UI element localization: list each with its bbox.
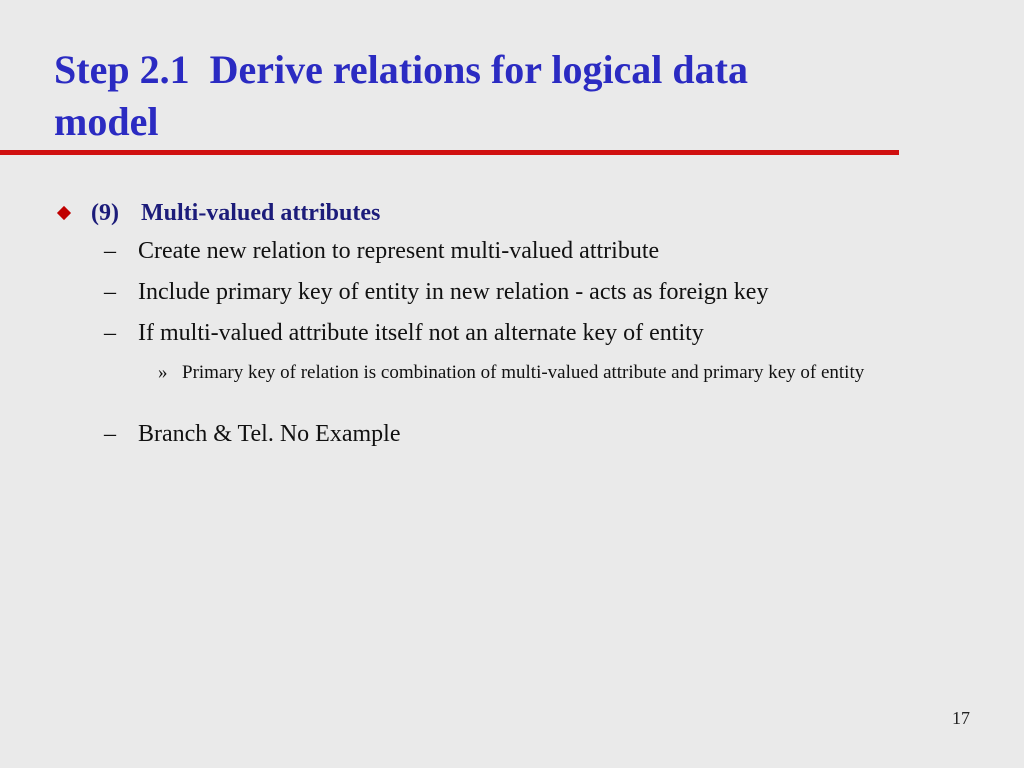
subsub-item-text: Primary key of relation is combination of multi-valued attribute and primary key of entity: [182, 362, 865, 383]
sub-item-text: Include primary key of entity in new relation - acts as foreign key: [138, 279, 769, 305]
bullet-number: (9): [91, 199, 119, 226]
title-underline-rule: [0, 150, 899, 155]
page-number: 17: [952, 708, 970, 728]
sub-item-create-relation: [104, 238, 659, 265]
sub-item-text: Create new relation to represent multi-valued attribute: [138, 238, 660, 264]
sub-item-text: Branch & Tel. No Example: [138, 421, 401, 447]
chevron-marker: »: [158, 362, 168, 383]
sub-item-branch-example: [104, 421, 400, 448]
sub-item-include-primary-key: [104, 279, 768, 306]
subsub-item-primary-key-combination: [158, 359, 958, 386]
main-bullet: [56, 196, 380, 230]
dash-marker: –: [104, 421, 116, 447]
dash-marker: –: [104, 320, 116, 346]
slide-title: Step 2.1 Derive relations for logical data model: [54, 47, 748, 144]
sub-item-text: If multi-valued attribute itself not an alternate key of entity: [138, 320, 704, 346]
dash-marker: –: [104, 238, 116, 264]
diamond-bullet-icon: [57, 206, 71, 220]
dash-marker: –: [104, 279, 116, 305]
sub-item-alternate-key: [104, 320, 704, 347]
bullet-label: Multi-valued attributes: [140, 199, 381, 226]
